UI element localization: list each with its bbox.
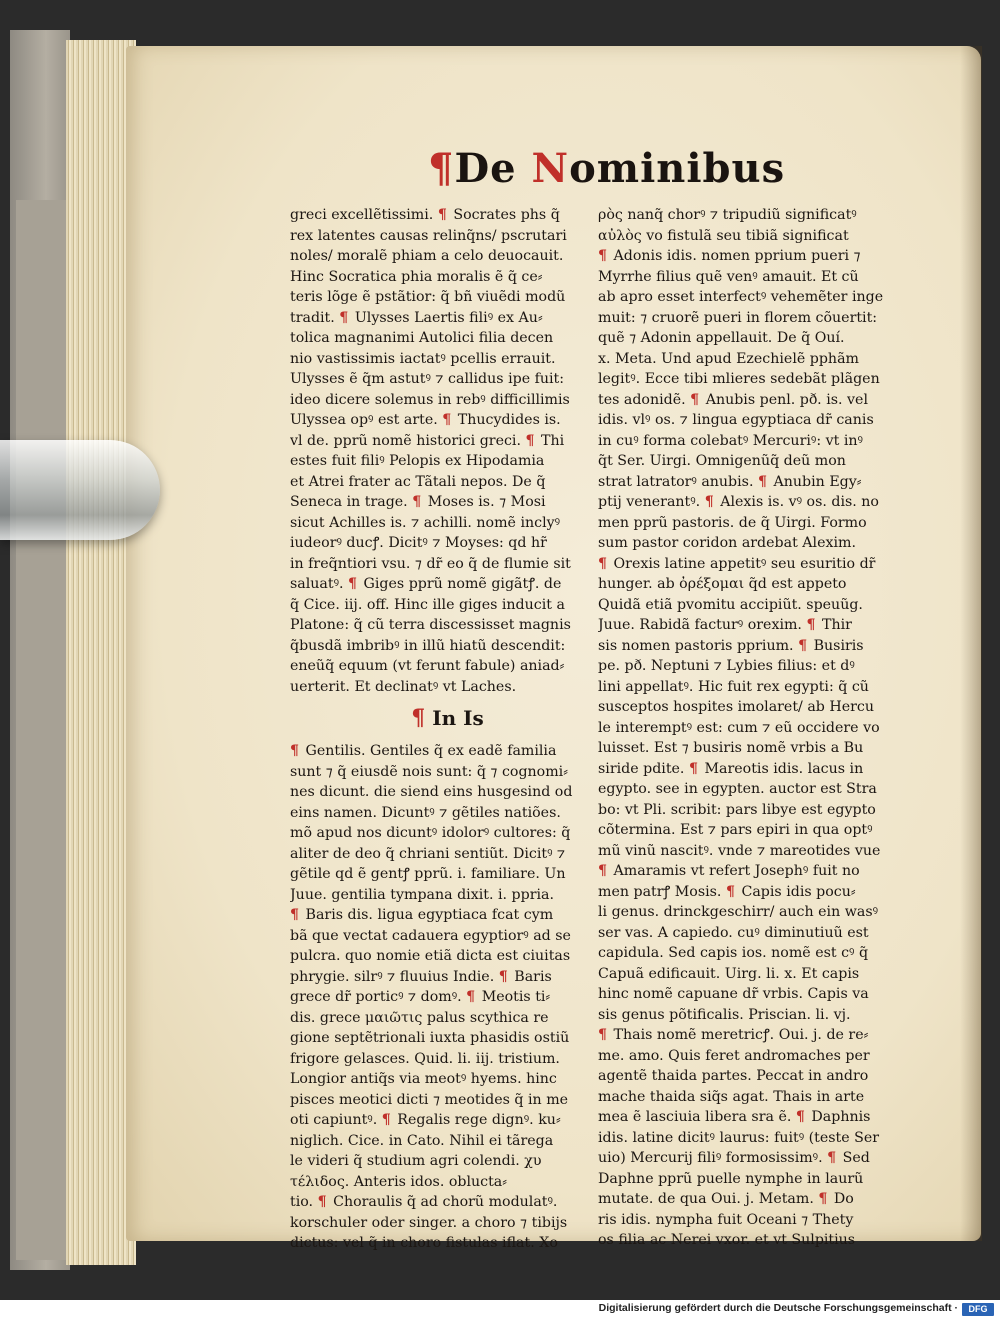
- text-line: αὐλὸς vo fistulã seu tibiã significat: [598, 227, 849, 244]
- text-line: ab apro esset interfectꝰ vehemẽter inge: [598, 289, 884, 305]
- text-line: Myrrhe filius quẽ venꝰ amauit. Et cũ: [598, 268, 859, 285]
- footer-bar: [0, 1300, 1000, 1319]
- text-line: bã que vectat cadauera egyptiorꝰ ad se: [290, 927, 571, 944]
- text-line: τέλιδος. Anteris idos. oblucta⸗: [290, 1173, 507, 1190]
- text-line: in cuꝰ forma colebatꝰ Mercuriꝰ: vt inꝰ: [598, 432, 863, 449]
- subheading-text: In Is: [432, 706, 484, 730]
- text-line: ptij venerantꝰ. ¶ Alexis is. vꝰ os. dis. no: [598, 494, 879, 510]
- text-line: vl de. pprũ nomẽ historici greci. ¶ Thi: [290, 432, 565, 449]
- text-line: susceptos hospites imolaret/ ab Hercu: [598, 699, 875, 715]
- heading-rest: ominibus: [569, 145, 786, 192]
- text-line: bo: vt Pli. scribit: pars libye est egypto: [598, 801, 876, 818]
- heading-prefix: De: [454, 145, 532, 192]
- text-line: q̃ Cice. iij. off. Hinc ille giges inducit a: [290, 596, 565, 613]
- text-line: tradit. ¶ Ulysses Laertis filiꝰ ex Au⸗: [290, 309, 543, 326]
- text-line: mũ vinũ nascitꝰ. vnde ⁊ mareotides vue: [598, 842, 881, 859]
- text-line: le interemptꝰ est: cum ⁊ eũ occidere vo: [598, 719, 880, 736]
- text-line: tio. ¶ Choraulis q̃ ad chorũ modulatꝰ.: [290, 1194, 558, 1210]
- left-text-column: [290, 205, 605, 1254]
- text-line: Longior antiq̃s via meotꝰ hyems. hinc: [290, 1071, 557, 1087]
- text-line: korschuler oder singer. a choro ⁊ tibijs: [290, 1214, 568, 1231]
- text-line: saluatꝰ. ¶ Giges pprũ nomẽ gigãtꝭ. de: [290, 576, 562, 592]
- text-line: Ulyssea opꝰ est arte. ¶ Thucydides is.: [290, 412, 561, 428]
- section-subheading: [290, 701, 605, 735]
- gutter-shade: [960, 46, 982, 1241]
- text-line: q̃t Ser. Uirgi. Omnigenũq̃ deũ mon: [598, 453, 846, 469]
- text-line: dictus: vel q̃ in choro fistulas iflat. Χο: [290, 1235, 558, 1251]
- text-line: niglich. Cice. in Cato. Nihil ei tãrega: [290, 1132, 554, 1149]
- text-line: rex latentes causas relinq̃ns/ pscrutari: [290, 227, 567, 244]
- text-line: sis nomen pastoris pprium. ¶ Busiris: [598, 637, 864, 654]
- text-line: greci excellẽtissimi. ¶ Socrates phs q̃: [290, 207, 560, 223]
- text-line: teris lõge ẽ pstãtior: q̃ bñ viuẽdi modũ: [290, 289, 566, 305]
- text-line: idis. vlꝰ os. ⁊ lingua egyptiaca dr̃ canis: [598, 412, 874, 428]
- text-line: men patrꝭ Mosis. ¶ Capis idis pocu⸗: [598, 883, 856, 900]
- text-line: Platone: q̃ cũ terra discessisset magnis: [290, 617, 571, 633]
- right-text-column: [598, 205, 913, 1251]
- text-line: gẽtile qd ẽ gentꝭ pprũ. i. familiare. Un: [290, 866, 566, 882]
- left-column-bottom: [290, 741, 605, 1254]
- heading-pilcrow: ¶: [428, 145, 455, 192]
- text-line: ser vas. A capiedo. cuꝰ diminutiuũ est: [598, 924, 869, 941]
- glass-page-weight: [0, 440, 160, 540]
- text-line: Juue. gentilia tympana dixit. i. ppria.: [290, 886, 554, 903]
- text-line: ris idis. nympha fuit Oceani ⁊ Thety: [598, 1211, 854, 1228]
- text-line: estes fuit filiꝰ Pelopis ex Hipodamia: [290, 453, 545, 469]
- text-line: noles/ moralẽ phiam a celo deuocauit.: [290, 248, 564, 264]
- text-line: mache thaida siq̃s agat. Thais in arte: [598, 1088, 865, 1105]
- text-line: grece dr̃ porticꝰ ⁊ domꝰ. ¶ Meotis ti⸗: [290, 989, 551, 1005]
- text-line: ¶ Gentilis. Gentiles q̃ ex eadẽ familia: [290, 743, 557, 759]
- text-line: sum pastor coridon ardebat Alexim.: [598, 535, 856, 551]
- dfg-logo: DFG: [962, 1303, 994, 1316]
- text-line: Juue. Rabidã facturꝰ orexim. ¶ Thir: [598, 617, 852, 633]
- text-line: mõ apud nos dicuntꝰ idolorꝰ cultores: q̃: [290, 825, 571, 841]
- text-line: sicut Achilles is. ⁊ achilli. nomẽ inclyꝰ: [290, 514, 561, 531]
- text-line: mea ẽ lasciuia libera sra ẽ. ¶ Daphnis: [598, 1109, 871, 1125]
- text-line: muit: ⁊ cruorẽ pueri in florem cõuertit:: [598, 309, 878, 326]
- text-line: mutate. de qua Oui. j. Metam. ¶ Do: [598, 1191, 854, 1207]
- text-line: men pprũ pastoris. de q̃ Uirgi. Formo: [598, 514, 867, 531]
- text-line: os filia ac Nerei vxor. et vt Sulpitius: [598, 1232, 856, 1248]
- page-heading: [428, 145, 785, 192]
- text-line: tes adonidẽ. ¶ Anubis penl. pð. is. vel: [598, 391, 868, 408]
- text-line: idis. latine dicitꝰ laurus: fuitꝰ (teste Ser: [598, 1129, 880, 1146]
- text-line: ¶ Orexis latine appetitꝰ seu esuritio dr̃: [598, 555, 876, 572]
- text-line: le videri q̃ studium agri colendi. χυ: [290, 1153, 542, 1169]
- text-line: iudeorꝰ ducꝭ. Dicitꝰ ⁊ Moyses: qd hr̃: [290, 535, 547, 551]
- text-line: pe. pð. Neptuni ⁊ Lybies filius: et dꝰ: [598, 658, 855, 674]
- text-line: me. amo. Quis feret andromaches per: [598, 1047, 870, 1064]
- text-line: sis genus põtificalis. Priscian. li. vj.: [598, 1006, 851, 1023]
- text-line: lini appellatꝰ. Hic fuit rex egypti: q̃ cũ: [598, 678, 869, 695]
- text-line: ρὸς nanq̃ chorꝰ ⁊ tripudiũ significatꝰ: [598, 207, 857, 223]
- text-line: dis. grece μαιῶτις palus scythica re: [290, 1009, 549, 1026]
- text-line: hunger. ab ὀρέξομαι q̃d est appeto: [598, 576, 847, 592]
- text-line: ideo dicere solemus in rebꝰ difficillimis: [290, 391, 570, 408]
- right-column-lines: [598, 205, 913, 1251]
- text-line: quẽ ⁊ Adonin appellauit. De q̃ Ouí.: [598, 330, 845, 346]
- text-line: Hinc Socratica phia moralis ẽ q̃ ce⸗: [290, 268, 543, 285]
- text-line: tolica magnanimi Autolici filia decen: [290, 330, 554, 346]
- text-line: pulcra. quo nomie etiã dicta est ciuitas: [290, 948, 571, 964]
- text-line: luisset. Est ⁊ busiris nomẽ vrbis a Bu: [598, 740, 864, 756]
- text-line: ¶ Adonis idis. nomen pprium pueri ⁊: [598, 248, 861, 264]
- footer-credit: Digitalisierung gefördert durch die Deutsche Forschungsgemeinschaft ·: [598, 1302, 958, 1314]
- text-line: x. Meta. Und apud Ezechielẽ pphãm: [598, 350, 859, 367]
- text-line: egypto. see in egypten. auctor est Stra: [598, 781, 877, 797]
- text-line: phrygie. silrꝰ ⁊ fluuius Indie. ¶ Baris: [290, 968, 552, 985]
- text-line: frigore gelasces. Quid. li. iij. tristium.: [290, 1050, 560, 1067]
- text-line: nes dicunt. die siend eins husgesind od: [290, 784, 573, 800]
- text-line: nio vastissimis iactatꝰ pcellis errauit.: [290, 350, 556, 367]
- text-line: et Atrei frater ac Tãtali nepos. De q̃: [290, 473, 546, 490]
- text-line: Daphne pprũ puelle nymphe in laurũ: [598, 1170, 864, 1187]
- text-line: eneũq̃ equum (vt ferunt fabule) aniad⸗: [290, 658, 565, 674]
- text-line: strat latratorꝰ anubis. ¶ Anubin Egy⸗: [598, 473, 862, 490]
- book-cover-board-inner: [16, 200, 68, 1260]
- heading-rubric-letter: N: [531, 145, 570, 192]
- text-line: Capuã edificauit. Uirg. li. x. Et capis: [598, 965, 860, 982]
- text-line: legitꝰ. Ecce tibi mlieres sedebãt plãgen: [598, 371, 880, 387]
- text-line: agentẽ thaida partes. Peccat in andro: [598, 1068, 869, 1084]
- text-line: pisces meotici dicti ⁊ meotides q̃ in me: [290, 1091, 569, 1108]
- text-line: uio) Mercurij filiꝰ formosissimꝰ. ¶ Sed: [598, 1150, 870, 1166]
- text-line: Seneca in trage. ¶ Moses is. ⁊ Mosi: [290, 494, 546, 510]
- text-line: sunt ⁊ q̃ eiusdẽ nois sunt: q̃ ⁊ cognomi⸗: [290, 763, 568, 780]
- text-line: eins namen. Dicuntꝰ ⁊ gẽtiles natiões.: [290, 804, 561, 821]
- text-line: cõtermina. Est ⁊ pars epiri in qua optꝰ: [598, 822, 873, 838]
- text-line: in freq̃ntiori vsu. ⁊ dr̃ eo q̃ de flumie sit: [290, 555, 571, 572]
- left-column-top: [290, 205, 605, 697]
- text-line: gione septẽtrionali iuxta phasidis ostiũ: [290, 1030, 570, 1046]
- text-line: ¶ Amaramis vt refert Josephꝰ fuit no: [598, 863, 860, 879]
- text-line: Ulysses ẽ q̃m astutꝰ ⁊ callidus ipe fuit:: [290, 371, 565, 387]
- text-line: hinc nomẽ capuane dr̃ vrbis. Capis va: [598, 986, 869, 1002]
- subheading-pilcrow: ¶: [411, 705, 426, 731]
- text-line: li genus. drinckgeschirr/ auch ein wasꝰ: [598, 904, 879, 920]
- text-line: siride pdite. ¶ Mareotis idis. lacus in: [598, 760, 864, 777]
- text-line: oti capiuntꝰ. ¶ Regalis rege dignꝰ. ku⸗: [290, 1112, 561, 1128]
- text-line: Quidã etiã pvomitu accipiũt. speuũg.: [598, 596, 863, 613]
- text-line: capidula. Sed capis ios. nomẽ est cꝰ q̃: [598, 945, 869, 961]
- text-line: q̃busdã imbribꝰ in illũ hiatũ descendit:: [290, 637, 566, 654]
- text-line: uerterit. Et declinatꝰ vt Laches.: [290, 678, 517, 695]
- text-line: aliter de deo q̃ chriani sentiũt. Dicitꝰ ⁊: [290, 845, 566, 862]
- text-line: ¶ Thais nomẽ meretricꝭ. Oui. j. de re⸗: [598, 1027, 869, 1043]
- text-line: ¶ Baris dis. ligua egyptiaca fcat cym: [290, 907, 554, 923]
